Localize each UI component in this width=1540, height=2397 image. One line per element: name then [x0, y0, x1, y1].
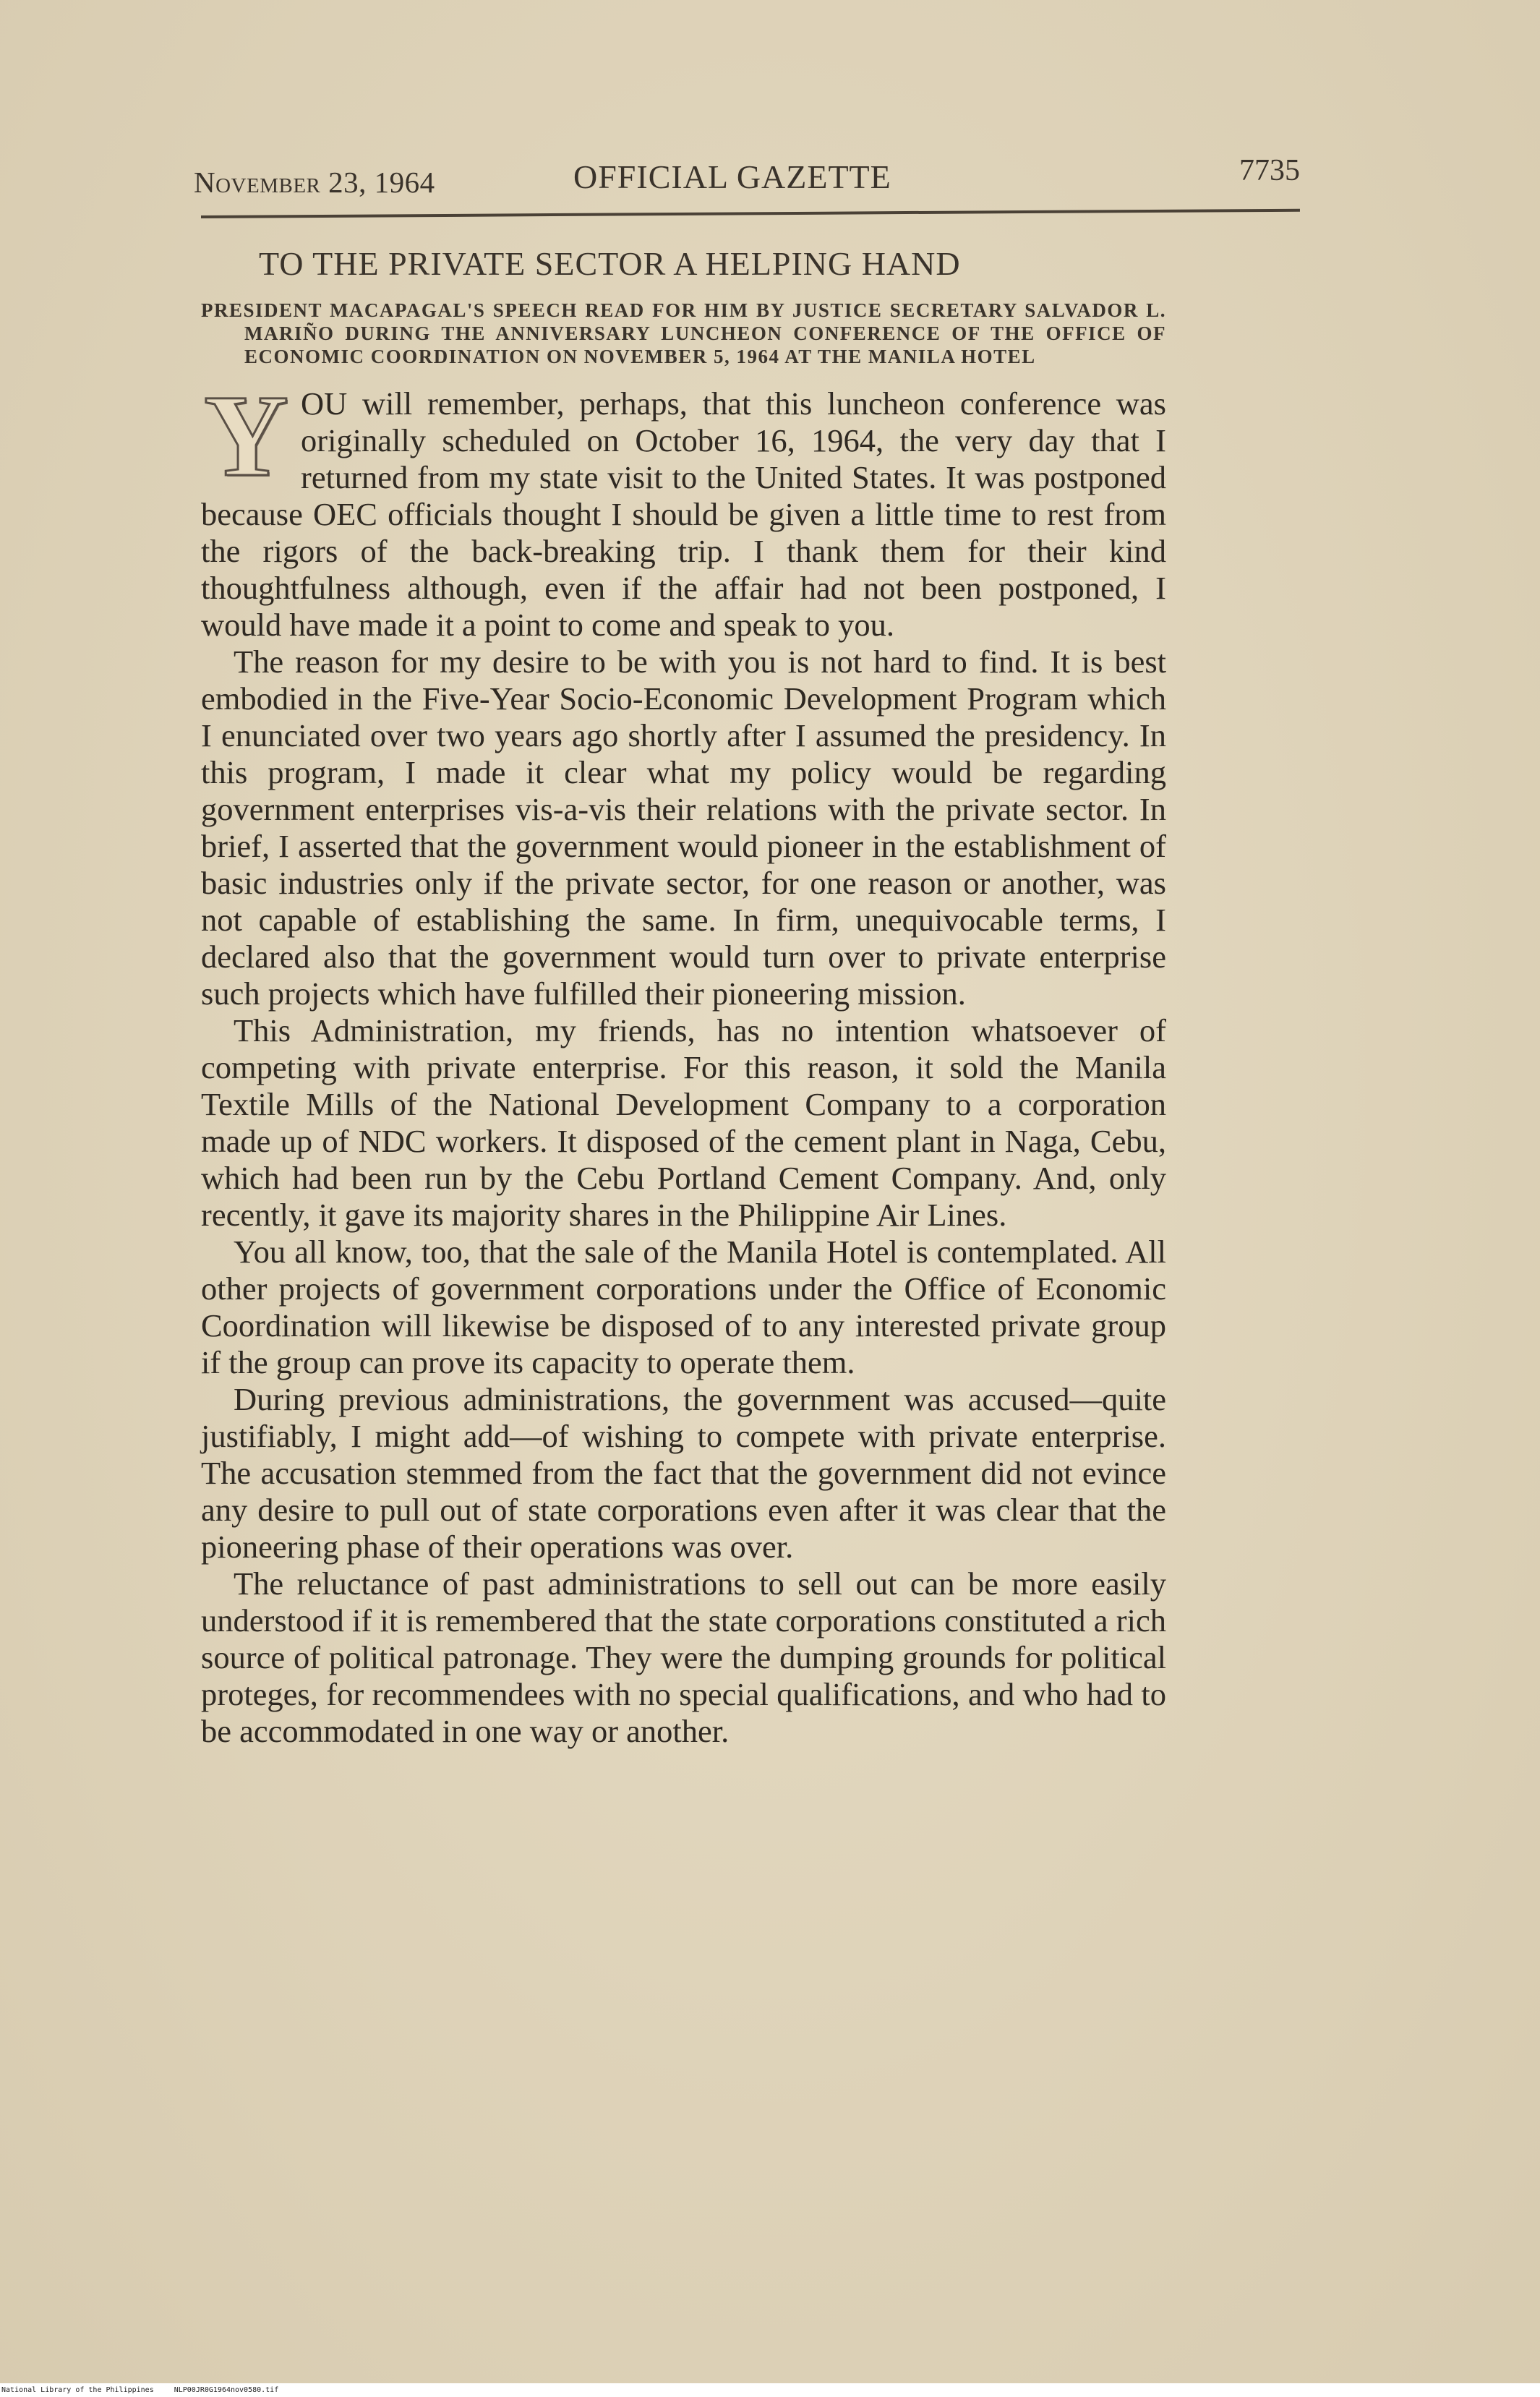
header-date: November 23, 1964: [194, 166, 435, 199]
drop-cap: [198, 372, 298, 501]
article-paragraph-1: [201, 372, 1166, 644]
article-paragraph-6: The reluctance of past administrations to sell out can be more easily understood if it is remembered that the state corporations constituted a rich source of political patronage. They were the dumping grounds for political proteges, for recommendees with no special qualifications, and who had to be accommodated in one way or another.: [201, 1565, 1166, 1749]
footer-library: National Library of the Philippines: [1, 2386, 154, 2394]
drop-cap-letter: Y: [204, 372, 288, 501]
article-paragraph-2: The reason for my desire to be with you is not hard to find. It is best embodied in the Five-Year Socio-Economic Development Program which I enunciated over two years ago shortly after I assumed the presidency. In this program, I made it clear what my policy would be regarding government enterprises vis-a-vis their relations with the private sector. In brief, I asserted that the government would pioneer in the establishment of basic industries only if the private sector, for one reason or another, was not capable of establishing the same. In firm, unequivocable terms, I declared also that the government would turn over to private enterprise such projects which have fulfilled their pioneering mission.: [201, 644, 1166, 1012]
scan-footer: [0, 2383, 1540, 2397]
article-deck: PRESIDENT MACAPAGAL'S SPEECH READ FOR HIM BY JUSTICE SECRETARY SALVADOR L. MARIÑO DURING THE ANNIVERSARY LUNCHEON CONFERENCE OF THE OFFICE OF ECONOMIC COORDINATION ON NOVEMBER 5, 1964 AT THE MANILA HOTEL: [201, 299, 1166, 367]
article: [201, 244, 1166, 1750]
header-rule: [201, 209, 1300, 218]
paragraph-text: OU will remember, perhaps, that this luncheon conference was originally scheduled on October 16, 1964, the very day that I returned from my state visit to the United States. It was postponed because OEC officials thought I should be given a little time to rest from the rigors of the back-breaking trip. I thank them for their kind thoughtfulness although, even if the affair had not been postponed, I would have made it a point to come and speak to you.: [201, 385, 1166, 643]
header-page-number: 7735: [1239, 154, 1300, 187]
article-title: TO THE PRIVATE SECTOR A HELPING HAND: [259, 245, 961, 282]
footer-filename: NLP00JR0G1964nov0580.tif: [174, 2386, 279, 2394]
header-publication: OFFICIAL GAZETTE: [573, 158, 891, 195]
article-paragraph-5: During previous administrations, the government was accused—quite justifiably, I might add—of wishing to compete with private enterprise. The accusation stemmed from the fact that the government did not evince any desire to pull out of state corporations even after it was clear that the pioneering phase of their operations was over.: [201, 1381, 1166, 1565]
article-paragraph-3: This Administration, my friends, has no intention whatsoever of competing with private enterprise. For this reason, it sold the Manila Textile Mills of the National Development Company to a corporation made up of NDC workers. It disposed of the cement plant in Naga, Cebu, which had been run by the Cebu Portland Cement Company. And, only recently, it gave its majority shares in the Philippine Air Lines.: [201, 1012, 1166, 1233]
article-paragraph-4: You all know, too, that the sale of the Manila Hotel is contemplated. All other projects of government corporations under the Office of Economic Coordination will likewise be disposed of to any interested private group if the group can prove its capacity to operate them.: [201, 1234, 1166, 1380]
running-header: [194, 154, 1300, 208]
